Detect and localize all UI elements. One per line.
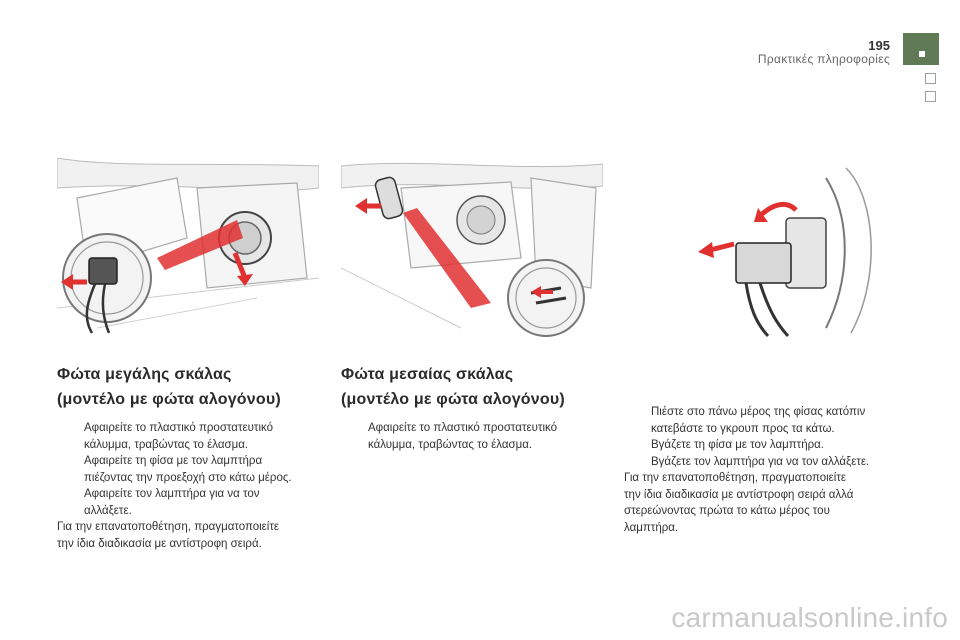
- reinstall-note: Για την επανατοποθέτηση, πραγματοποιείτε την ίδια διαδικασία με αντίστροφη σειρά.: [57, 521, 280, 550]
- page-header: [758, 40, 890, 66]
- sidelamp-bulb-removal-illustration: [676, 158, 884, 338]
- list-item: Βγάζετε τον λαμπτήρα για να τον αλλάξετε.: [651, 455, 870, 468]
- instruction-list: [624, 404, 914, 470]
- list-item: Βγάζετε τη φίσα με τον λαμπτήρα.: [651, 439, 824, 451]
- bulb-replacement-section: [624, 404, 914, 536]
- chapter-tab-active[interactable]: [903, 33, 939, 65]
- chapter-tab[interactable]: [925, 73, 936, 84]
- watermark: carmanualsonline.info: [671, 602, 948, 633]
- list-item: Αφαιρείτε τη φίσα με τον λαμπτήρα πιέζοντας την προεξοχή στο κάτω μέρος.: [84, 455, 292, 484]
- dipped-beam-section: [341, 362, 613, 453]
- list-item: Πιέστε στο πάνω μέρος της φίσας κατόπιν κατεβάστε το γκρουπ προς τα κάτω.: [651, 406, 866, 435]
- high-beam-section: [57, 362, 329, 552]
- section-heading: Φώτα μεσαίας σκάλας (μοντέλο με φώτα αλογόνου): [341, 366, 565, 408]
- section-heading: Φώτα μεγάλης σκάλας (μοντέλο με φώτα αλογόνου): [57, 366, 281, 408]
- section-title: Πρακτικές πληροφορίες: [757, 52, 890, 66]
- list-item: Αφαιρείτε το πλαστικό προστατευτικό κάλυμμα, τραβώντας το έλασμα.: [84, 422, 274, 451]
- instruction-list: [57, 420, 329, 519]
- list-item: Αφαιρείτε το πλαστικό προστατευτικό κάλυμμα, τραβώντας το έλασμα.: [368, 422, 558, 451]
- headlamp-bulb-removal-illustration: [57, 158, 319, 338]
- chapter-tab[interactable]: [925, 91, 936, 102]
- list-item: Αφαιρείτε τον λαμπτήρα για να τον αλλάξετε.: [84, 488, 260, 517]
- reinstall-note: Για την επανατοποθέτηση, πραγματοποιείτε την ίδια διαδικασία με αντίστροφη σειρά αλλά στερεώνοντας πρώτα το κάτω μέρος του λαμπτήρα.: [624, 472, 854, 534]
- page-number: 195: [868, 38, 890, 53]
- sidelamp-cover-removal-illustration: [341, 158, 603, 338]
- instruction-list: [341, 420, 613, 453]
